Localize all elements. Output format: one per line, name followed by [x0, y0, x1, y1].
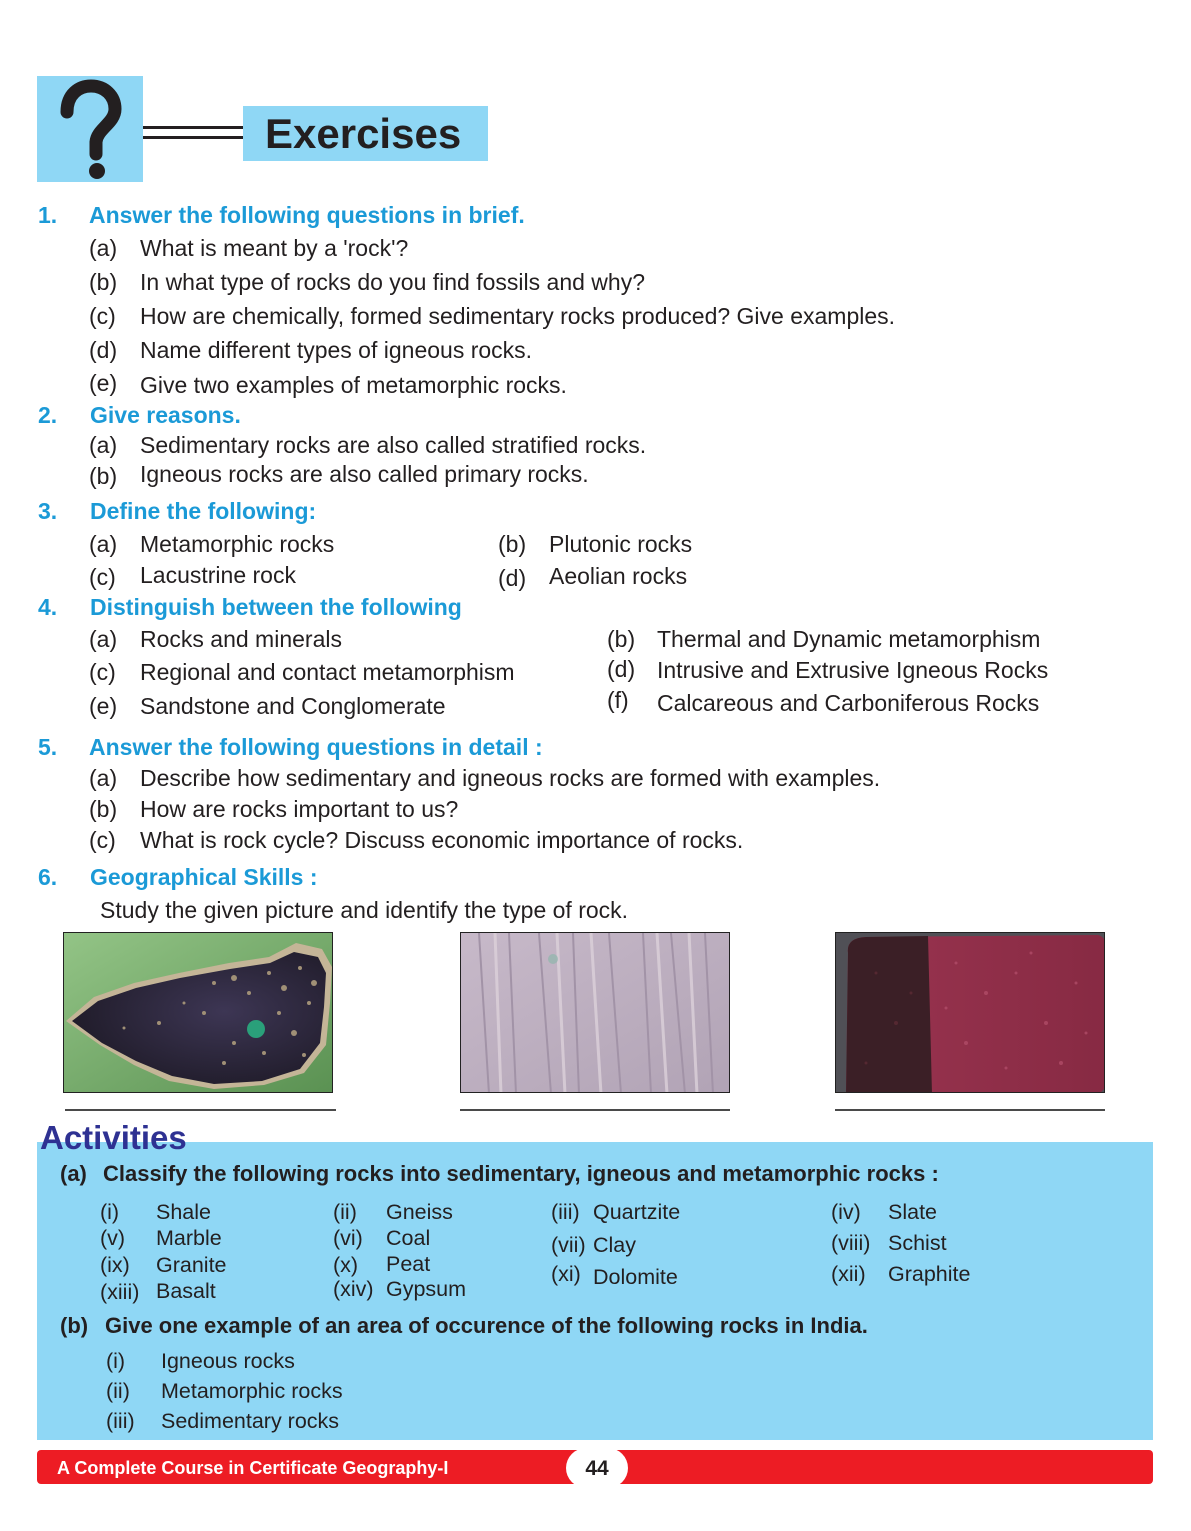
question-4b-text: Thermal and Dynamic metamorphism: [657, 626, 1041, 652]
rock-xi-text: Dolomite: [593, 1265, 678, 1289]
question-4f-label: (f): [607, 687, 629, 713]
rock-iii-text: Quartzite: [593, 1200, 681, 1224]
question-1b-label: (b): [89, 269, 118, 295]
question-4a-label: (a): [89, 626, 118, 652]
question-5b-label: (b): [89, 796, 118, 822]
question-5-number: 5.: [38, 734, 58, 760]
question-1c-text: How are chemically, formed sedimentary rocks produced? Give examples.: [140, 303, 896, 329]
question-1d-text: Name different types of igneous rocks.: [140, 337, 533, 363]
rock-xi-label: (xi): [551, 1262, 581, 1286]
question-2-number: 2.: [38, 402, 58, 428]
question-5c-text: What is rock cycle? Discuss economic importance of rocks.: [140, 827, 744, 853]
question-4c-text: Regional and contact metamorphism: [140, 659, 515, 685]
rock-xii-label: (xii): [831, 1262, 866, 1286]
rock-xiv-label: (xiv): [333, 1277, 374, 1301]
rock-v-label: (v): [100, 1226, 126, 1250]
question-4c-label: (c): [89, 659, 116, 685]
question-3d-text: Aeolian rocks: [549, 563, 688, 589]
activity-b-i-text: Igneous rocks: [161, 1349, 295, 1373]
question-3b-text: Plutonic rocks: [549, 531, 693, 557]
question-1-heading: Answer the following questions in brief.: [89, 202, 525, 228]
activity-b-iii-text: Sedimentary rocks: [161, 1409, 340, 1433]
question-5a-text: Describe how sedimentary and igneous rocks are formed with examples.: [140, 765, 881, 791]
activity-b-iii-label: (iii): [106, 1409, 135, 1433]
rock-x-label: (x): [333, 1253, 359, 1277]
activities-title: Activities: [40, 1119, 187, 1156]
rock-iv-text: Slate: [888, 1200, 938, 1224]
rock-xii-text: Graphite: [888, 1262, 971, 1286]
question-2b-text: Igneous rocks are also called primary rocks.: [140, 461, 589, 487]
question-3b-label: (b): [498, 531, 527, 557]
rock-viii-text: Schist: [888, 1231, 947, 1255]
question-2-heading: Give reasons.: [90, 402, 241, 428]
rock-picture-1: [63, 932, 333, 1093]
question-3-number: 3.: [38, 498, 58, 524]
question-1c-label: (c): [89, 303, 116, 329]
rock-vi-label: (vi): [333, 1226, 363, 1250]
rock-picture-2: [460, 932, 730, 1093]
activity-a-label: (a): [60, 1161, 87, 1186]
question-mark-icon: [37, 76, 143, 182]
rock-picture-3: [835, 932, 1105, 1093]
question-2a-text: Sedimentary rocks are also called stratified rocks.: [140, 432, 647, 458]
activity-b-i-label: (i): [106, 1349, 126, 1373]
question-2a-label: (a): [89, 432, 118, 458]
question-1a-label: (a): [89, 235, 118, 261]
activity-b-text: Give one example of an area of occurence of the following rocks in India.: [105, 1313, 868, 1338]
question-6-heading: Geographical Skills :: [90, 864, 318, 890]
rock-iii-label: (iii): [551, 1200, 580, 1224]
answer-line-2: [460, 1109, 730, 1111]
rock-i-text: Shale: [156, 1200, 211, 1224]
rock-i-label: (i): [100, 1200, 120, 1224]
page-number-pill: [566, 1448, 628, 1488]
question-4d-text: Intrusive and Extrusive Igneous Rocks: [657, 657, 1049, 683]
activity-b-ii-label: (ii): [106, 1379, 130, 1403]
rock-xiii-text: Basalt: [156, 1279, 216, 1303]
question-5-heading: Answer the following questions in detail :: [89, 734, 543, 760]
question-5b-text: How are rocks important to us?: [140, 796, 459, 822]
answer-line-1: [65, 1109, 336, 1111]
question-6-number: 6.: [38, 864, 58, 890]
rock-ix-text: Granite: [156, 1253, 227, 1277]
question-4a-text: Rocks and minerals: [140, 626, 342, 652]
question-4b-label: (b): [607, 626, 636, 652]
footer-book-title: A Complete Course in Certificate Geography-I: [57, 1458, 449, 1478]
rock-iv-label: (iv): [831, 1200, 861, 1224]
question-4-heading: Distinguish between the following: [90, 594, 462, 620]
question-3c-text: Lacustrine rock: [140, 562, 296, 588]
question-2b-label: (b): [89, 463, 118, 489]
page-title: Exercises: [265, 110, 462, 157]
question-3-heading: Define the following:: [90, 498, 317, 524]
header-rule-top: [143, 126, 243, 129]
rock-vi-text: Coal: [386, 1226, 431, 1250]
activity-b-ii-text: Metamorphic rocks: [161, 1379, 343, 1403]
rock-ix-label: (ix): [100, 1253, 130, 1277]
question-3c-label: (c): [89, 564, 116, 590]
activity-b-label: (b): [60, 1313, 89, 1338]
rock-viii-label: (viii): [831, 1231, 871, 1255]
answer-line-3: [835, 1109, 1105, 1111]
question-4e-text: Sandstone and Conglomerate: [140, 693, 446, 719]
title-box: [243, 106, 488, 161]
question-1e-label: (e): [89, 370, 118, 396]
page-number: 44: [585, 1457, 609, 1480]
question-5c-label: (c): [89, 827, 116, 853]
rock-vii-label: (vii): [551, 1233, 586, 1257]
rock-v-text: Marble: [156, 1226, 222, 1250]
question-6-instruction: Study the given picture and identify the type of rock.: [100, 897, 629, 923]
question-3a-label: (a): [89, 531, 118, 557]
question-4d-label: (d): [607, 656, 636, 682]
question-1a-text: What is meant by a 'rock'?: [140, 235, 409, 261]
header-rule-bottom: [143, 136, 243, 139]
question-1-number: 1.: [38, 202, 58, 228]
question-3a-text: Metamorphic rocks: [140, 531, 335, 557]
rock-vii-text: Clay: [593, 1233, 637, 1257]
rock-ii-text: Gneiss: [386, 1200, 453, 1224]
rock-xiii-label: (xiii): [100, 1280, 140, 1304]
question-4-number: 4.: [38, 594, 58, 620]
question-1e-text: Give two examples of metamorphic rocks.: [140, 372, 567, 398]
question-1b-text: In what type of rocks do you find fossils and why?: [140, 269, 645, 295]
rock-xiv-text: Gypsum: [386, 1277, 467, 1301]
question-mark-panel: [37, 76, 143, 182]
rock-ii-label: (ii): [333, 1200, 357, 1224]
question-4f-text: Calcareous and Carboniferous Rocks: [657, 690, 1040, 716]
question-4e-label: (e): [89, 693, 118, 719]
question-3d-label: (d): [498, 565, 527, 591]
question-5a-label: (a): [89, 765, 118, 791]
question-1d-label: (d): [89, 337, 118, 363]
activity-a-text: Classify the following rocks into sedimentary, igneous and metamorphic rocks :: [103, 1161, 939, 1186]
rock-x-text: Peat: [386, 1252, 431, 1276]
